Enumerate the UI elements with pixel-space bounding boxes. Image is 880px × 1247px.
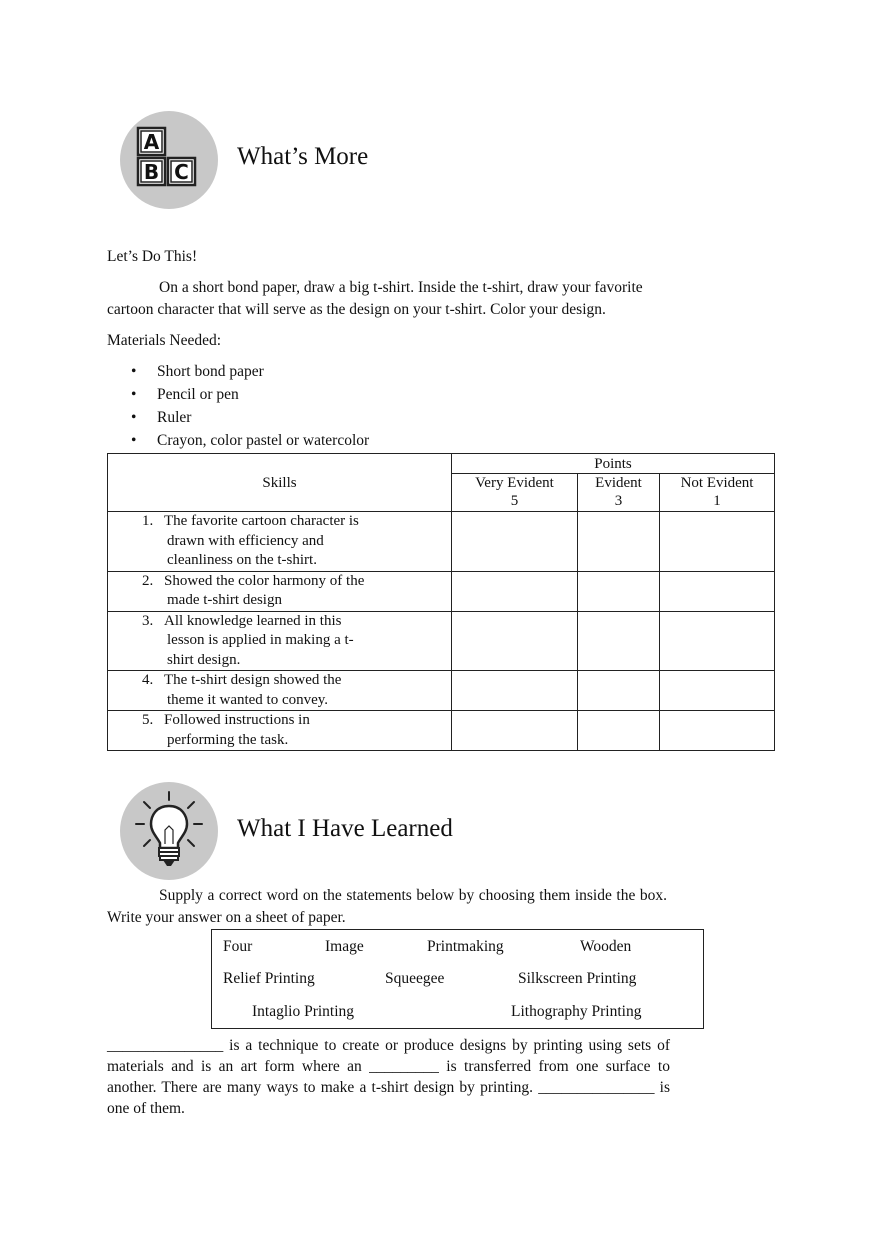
score-cell	[452, 671, 578, 711]
word-option: Lithography Printing	[511, 1003, 642, 1020]
word-option: Image	[325, 938, 364, 955]
points-header: Points	[452, 454, 775, 474]
column-header-very-evident: Very Evident 5	[452, 474, 578, 512]
instructions-paragraph-2: Supply a correct word on the statements below by choosing them inside the box. Write your answer on a sheet of paper.	[107, 887, 667, 926]
skill-cell: 4. The t-shirt design showed the theme it wanted to convey.	[108, 671, 452, 711]
score-cell	[578, 711, 660, 751]
score-cell	[578, 671, 660, 711]
svg-text:C: C	[174, 160, 189, 184]
material-item: • Short bond paper	[107, 360, 507, 383]
skill-cell: 5. Followed instructions in performing the task.	[108, 711, 452, 751]
table-row	[108, 711, 775, 751]
table-row	[108, 512, 775, 572]
material-item: • Crayon, color pastel or watercolor	[107, 429, 507, 452]
score-cell	[660, 611, 775, 671]
instructions-paragraph: On a short bond paper, draw a big t-shirt. Inside the t-shirt, draw your favorite cartoon character that will serve as the design on your t-shirt. Color your design.	[107, 279, 643, 318]
score-cell	[578, 512, 660, 572]
word-box	[211, 929, 704, 1029]
table-row	[108, 611, 775, 671]
material-item: • Pencil or pen	[107, 383, 507, 406]
table-row	[108, 671, 775, 711]
light-bulb-icon	[120, 782, 218, 880]
skills-header: Skills	[108, 454, 452, 512]
score-cell	[452, 611, 578, 671]
material-item: • Ruler	[107, 406, 507, 429]
score-cell	[660, 571, 775, 611]
word-option: Four	[223, 938, 253, 955]
abc-blocks-icon	[120, 111, 218, 209]
svg-text:B: B	[143, 160, 160, 184]
column-header-not-evident: Not Evident 1	[660, 474, 775, 512]
skill-cell: 1. The favorite cartoon character is drawn with efficiency and cleanliness on the t-shirt.	[108, 512, 452, 572]
rubric-table	[107, 453, 775, 751]
section-title-whats-more: What’s More	[237, 143, 369, 170]
materials-list	[107, 360, 507, 452]
score-cell	[452, 512, 578, 572]
word-option: Silkscreen Printing	[518, 970, 637, 987]
section-title-what-i-have-learned: What I Have Learned	[237, 815, 453, 842]
fill-in-paragraph: _______________ is a technique to create or produce designs by printing using sets of materials and is an art form where an _________ is transferred from one surface to another. There are many ways to make a t-shirt design by printing. _______________ is one of them.	[107, 1037, 670, 1117]
table-row	[108, 571, 775, 611]
word-option: Wooden	[580, 938, 632, 955]
svg-text:A: A	[143, 130, 160, 154]
score-cell	[660, 671, 775, 711]
skill-cell: 2. Showed the color harmony of the made t-shirt design	[108, 571, 452, 611]
score-cell	[578, 571, 660, 611]
score-cell	[660, 711, 775, 751]
word-option: Squeegee	[385, 970, 445, 987]
materials-label: Materials Needed:	[107, 332, 222, 349]
score-cell	[660, 512, 775, 572]
score-cell	[452, 571, 578, 611]
word-option: Relief Printing	[223, 970, 315, 987]
score-cell	[578, 611, 660, 671]
skill-cell: 3. All knowledge learned in this lesson is applied in making a t- shirt design.	[108, 611, 452, 671]
score-cell	[452, 711, 578, 751]
word-option: Printmaking	[427, 938, 504, 955]
word-option: Intaglio Printing	[252, 1003, 355, 1020]
subheading-lets-do-this: Let’s Do This!	[107, 248, 198, 265]
column-header-evident: Evident 3	[578, 474, 660, 512]
